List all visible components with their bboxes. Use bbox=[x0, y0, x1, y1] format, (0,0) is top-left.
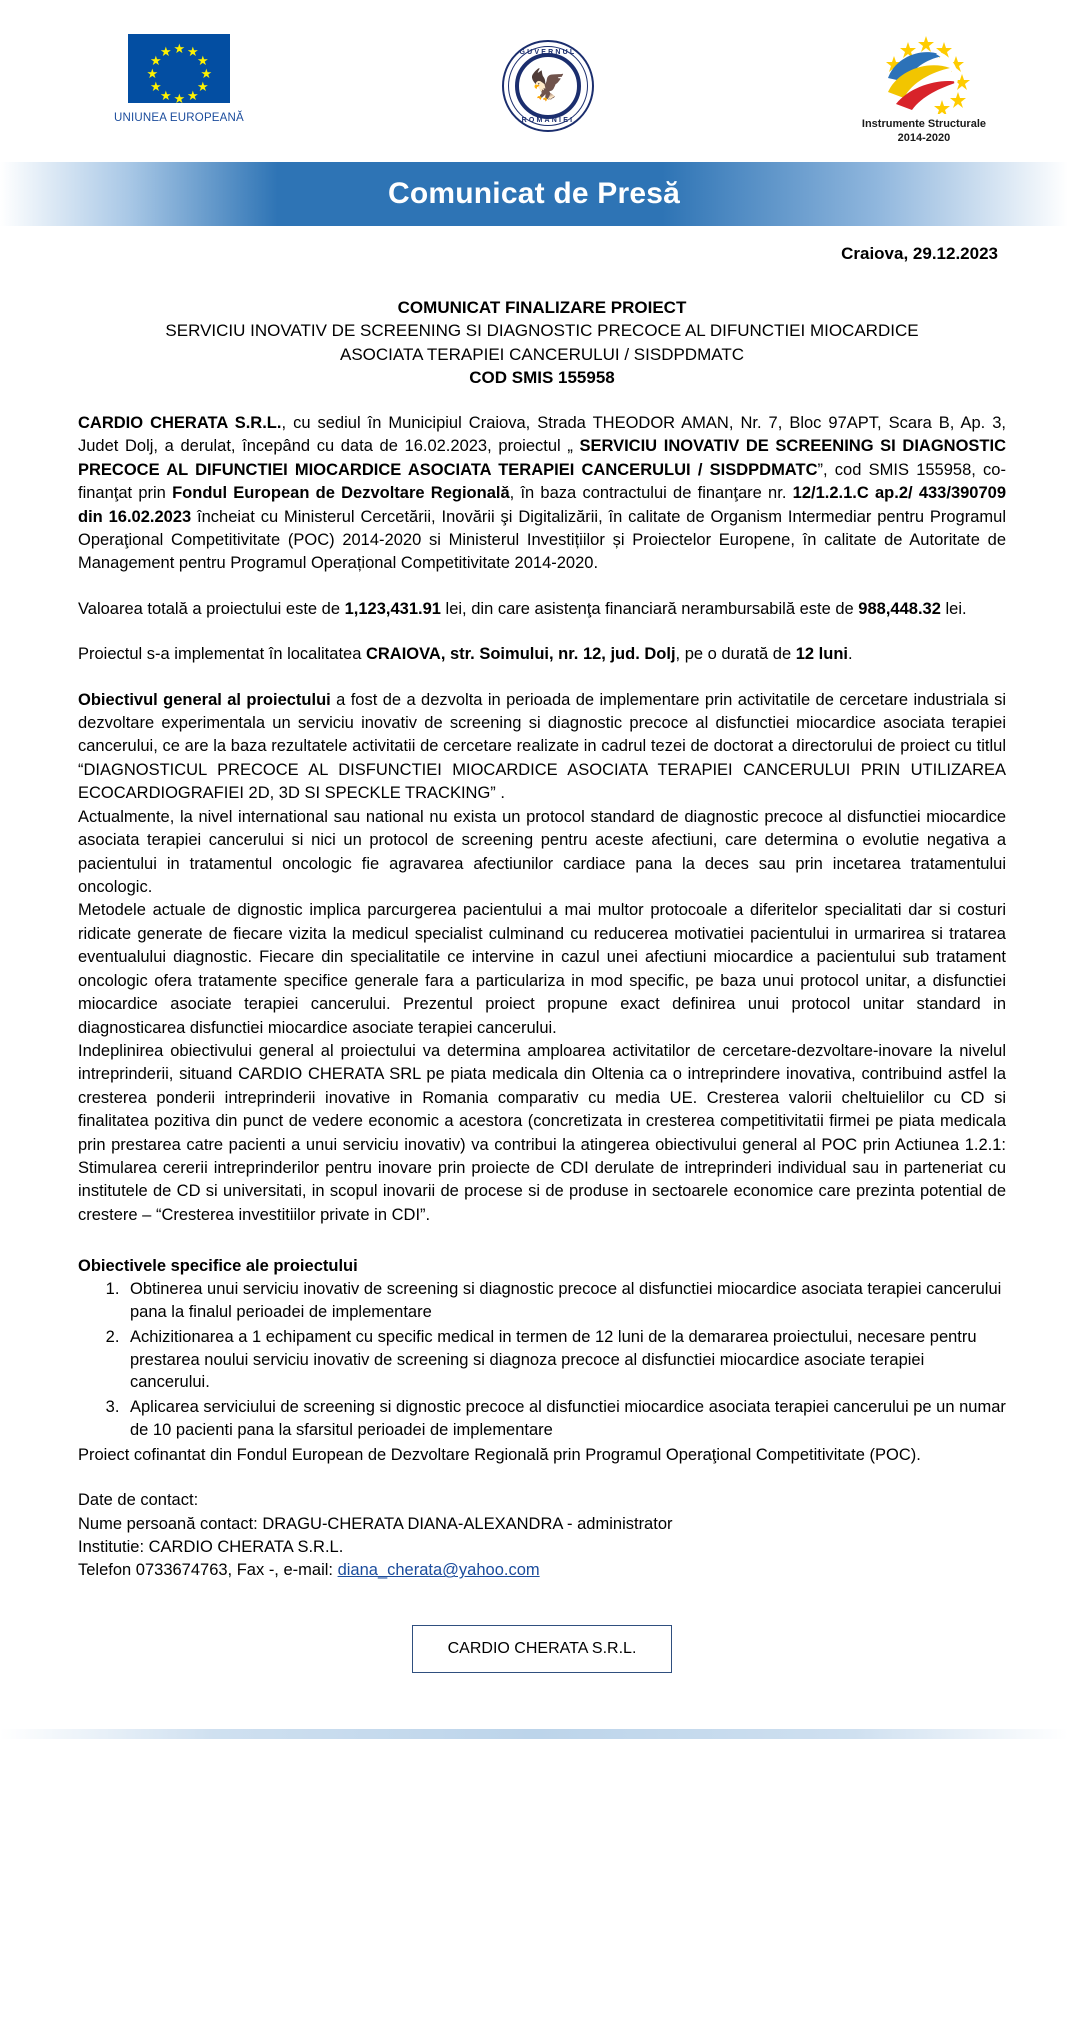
footer-signature-box bbox=[412, 1625, 672, 1673]
impl-location: CRAIOVA, str. Soimului, nr. 12, jud. Dolj bbox=[365, 645, 676, 664]
contact-phone-email-line bbox=[78, 1559, 1006, 1582]
intro-fund-name: Fondul European de Dezvoltare Regională bbox=[172, 484, 510, 503]
paragraph-cofinance-note: Proiect cofinantat din Fondul European de Dezvoltare Regională prin Programul Operaţional Competitivitate (POC). bbox=[78, 1445, 921, 1464]
paragraph-indeplinirea: Indeplinirea obiectivului general al proiectului va determina amploarea activitatilor de cercetare-dezvoltare-inovare la nivelul intreprinderii, situand CARDIO CHERATA SRL pe piata medicala din Oltenia ca o intreprindere inovativa, contribuind astfel la cresterea ponderii intreprinderii inovative in Romania comparativ cu media UE. Cresterea valorii cheltuielilor cu CD si finalitatea pozitiva din punct de vedere economic a acestora (concretizata in cresterea competitivitatii firmei pe piata medicala prin prestarea catre pacienti a unui serviciu inovativ) va contribui la atingerea obiectivului general al POC prin Actiunea 1.2.1: Stimularea cererii intreprinderilor pentru inovare prin proiecte de CDI derulate de intreprinderi individual sau in parteneriat cu institutele de CD si universitati, in scopul inovarii de procese si de produse in sectoarele economice care prezinta potential de crestere – “Cresterea investitiilor private in CDI”. bbox=[78, 1041, 1006, 1224]
document-body bbox=[0, 244, 1068, 1673]
contact-institution: Institutie: CARDIO CHERATA S.R.L. bbox=[78, 1537, 344, 1556]
romania-government-seal-icon bbox=[502, 40, 594, 132]
structural-instruments-caption-line1: Instrumente Structurale bbox=[861, 118, 986, 130]
structural-instruments-caption-line2: 2014-2020 bbox=[897, 131, 951, 144]
general-objective-label: Obiectivul general al proiectului bbox=[78, 690, 331, 709]
value-text-3: lei. bbox=[940, 599, 967, 618]
value-total-amount: 1,123,431.91 bbox=[344, 599, 441, 618]
title-line-3: ASOCIATA TERAPIEI CANCERULUI / SISDPDMATC bbox=[340, 344, 744, 364]
general-objective-text: a fost de a dezvolta in perioada de implementare prin activitatile de cercetare industriala si dezvoltare experimentala un serviciu inovativ de screening si diagnostic precoce al disfunctiei miocardice asociata terapiei cancerului, ce are la baza rezultatele activitatii de cercetare realizate in cadrul tezei de doctorat a directorului de proiect cu titlul “DIAGNOSTICUL PRECOCE AL DISFUNCTIEI MIOCARDICE ASOCIATA TERAPIEI CANCERULUI PRIN UTILIZAREA ECOCARDIOGRAFIEI 2D, 3D SI SPECKLE TRACKING” . bbox=[78, 690, 1006, 803]
specific-objectives-list bbox=[78, 1278, 1006, 1441]
title-line-1: COMUNICAT FINALIZARE PROIECT bbox=[397, 298, 687, 317]
value-text-2: lei, din care asistenţa financiară nerambursabilă este de bbox=[440, 599, 859, 618]
contact-block bbox=[78, 1489, 1006, 1583]
paragraph-metodele: Metodele actuale de dignostic implica parcurgerea pacientului a mai multor protocoale a diferitelor specialitati dar si costuri ridicate generate de fiecare vizita la medicul specialist culminand cu reducerea motivatiei pacientului in urmarirea si tratarea eventualului diagnostic. Fiecare din specialitatile ce intervine in cazul unei afectiuni miocardice a pacientului sub tratament oncologic ofera tratamente specifice generale fara a particulariza in mod specific, pe baza unui protocol unitar, a disfunctiei miocardice asociate terapiei cancerului. Prezentul proiect propune exact definirea unui protocol unitar standard in diagnosticarea disfunctiei miocardice asociate terapiei cancerului. bbox=[78, 901, 1006, 1037]
impl-text-2: , pe o durată de bbox=[675, 645, 796, 664]
government-logo-block bbox=[502, 34, 594, 132]
paragraph-general-objective bbox=[78, 689, 1006, 806]
seal-arc-top-label: GUVERNUL bbox=[519, 49, 577, 56]
intro-company-name: CARDIO CHERATA S.R.L. bbox=[78, 413, 282, 432]
bottom-decorative-rule bbox=[0, 1729, 1068, 1739]
footer-signature-label: CARDIO CHERATA S.R.L. bbox=[447, 1639, 637, 1657]
eu-flag-icon: ★ ★ ★ ★ ★ ★ ★ ★ ★ ★ ★ ★ bbox=[128, 34, 230, 103]
contact-email-link[interactable]: diana_cherata@yahoo.com bbox=[337, 1561, 540, 1580]
title-block bbox=[78, 296, 1006, 390]
banner-title: Comunicat de Presă bbox=[387, 177, 681, 210]
objective-item: 1. Obtinerea unui serviciu inovativ de screening si diagnostic precoce al disfunctiei miocardice asociata terapiei cancerului pana la finalul perioadei de implementare bbox=[124, 1278, 1006, 1324]
title-line-2: SERVICIU INOVATIV DE SCREENING SI DIAGNOSTIC PRECOCE AL DIFUNCTIEI MIOCARDICE bbox=[165, 321, 919, 341]
intro-text-2: ”, cod SMIS 155958, co-finanţat prin bbox=[78, 460, 1006, 503]
seal-arc-bottom-label: ROMÂNIEI bbox=[521, 117, 575, 124]
press-release-banner bbox=[0, 162, 1068, 226]
contact-phone: Telefon 0733674763, Fax -, e-mail: bbox=[78, 1561, 338, 1580]
objective-item: 2. Achizitionarea a 1 echipament cu specific medical in termen de 12 luni de la demararea proiectului, necesare pentru prestarea noului serviciu inovativ de screening si diagnoza precoce al disfunctiei miocardice asociate terapiei cancerului. bbox=[124, 1326, 1006, 1394]
paragraph-implementation bbox=[78, 643, 1006, 666]
intro-text-4: încheiat cu Ministerul Cercetării, Inovării şi Digitalizării, în calitate de Organism Intermediar pentru Programul Operaţional Competitivitate (POC) 2014-2020 si Ministerul Investițiilor și Proiectelor Europene, în calitate de Autoritate de Management pentru Programul Operațional Competitivitate 2014-2020. bbox=[78, 507, 1006, 573]
structural-instruments-logo-block bbox=[862, 34, 986, 146]
intro-contract-number: 12/1.2.1.C ap.2/ 433/390709 din 16.02.2023 bbox=[78, 484, 1007, 526]
structural-instruments-caption bbox=[862, 118, 986, 146]
paragraph-intro bbox=[78, 412, 1006, 576]
contact-heading: Date de contact: bbox=[78, 1491, 199, 1510]
intro-text-3: , în baza contractului de finanţare nr. bbox=[509, 484, 793, 503]
logo-strip bbox=[0, 0, 1068, 152]
intro-project-name: SERVICIU INOVATIV DE SCREENING SI DIAGNOSTIC PRECOCE AL DIFUNCTIEI MIOCARDICE ASOCIATA TERAPIEI CANCERULUI / SISDPDMATC bbox=[78, 437, 1006, 479]
impl-duration: 12 luni bbox=[795, 645, 848, 664]
paragraph-actualmente: Actualmente, la nivel international sau national nu exista un protocol standard de diagnostic precoce al disfunctiei miocardice asociata terapiei cancerului si nici un protocol de screening pentru aceste afectiuni, care determina o evolutie negativa a pacientului in tratamentul oncologic fie agravarea afectiunilor cardiace pana la deces sau prin incetarea tratamentului oncologic. bbox=[78, 807, 1006, 896]
impl-text-3: . bbox=[848, 645, 853, 664]
contact-person: Nume persoană contact: DRAGU-CHERATA DIANA-ALEXANDRA - administrator bbox=[78, 1514, 673, 1533]
date-line: Craiova, 29.12.2023 bbox=[841, 244, 998, 263]
intro-text-1: , cu sediul în Municipiul Craiova, Strada THEODOR AMAN, Nr. 7, Bloc 97APT, Scara B, Ap. 3, Judet Dolj, a derulat, începând cu data de 16.02.2023, proiectul „ bbox=[78, 413, 1006, 456]
value-text-1: Valoarea totală a proiectului este de bbox=[78, 599, 345, 618]
instrumente-structurale-icon bbox=[870, 34, 978, 114]
title-line-4: COD SMIS 155958 bbox=[469, 368, 615, 388]
objective-item: 3. Aplicarea serviciului de screening si dignostic precoce al disfunctiei miocardice asociata terapiei cancerului pe un numar de 10 pacienti pana la sfarsitul perioadei de implementare bbox=[124, 1396, 1006, 1442]
paragraph-project-value bbox=[78, 598, 1006, 621]
impl-text-1: Proiectul s-a implementat în localitatea bbox=[78, 645, 366, 664]
value-grant-amount: 988,448.32 bbox=[858, 599, 941, 618]
eu-logo-caption: UNIUNEA EUROPEANĂ bbox=[114, 112, 244, 124]
specific-objectives-heading: Obiectivele specifice ale proiectului bbox=[78, 1257, 358, 1276]
eu-logo-block bbox=[114, 34, 244, 124]
eagle-icon: 🦅 bbox=[529, 69, 567, 102]
